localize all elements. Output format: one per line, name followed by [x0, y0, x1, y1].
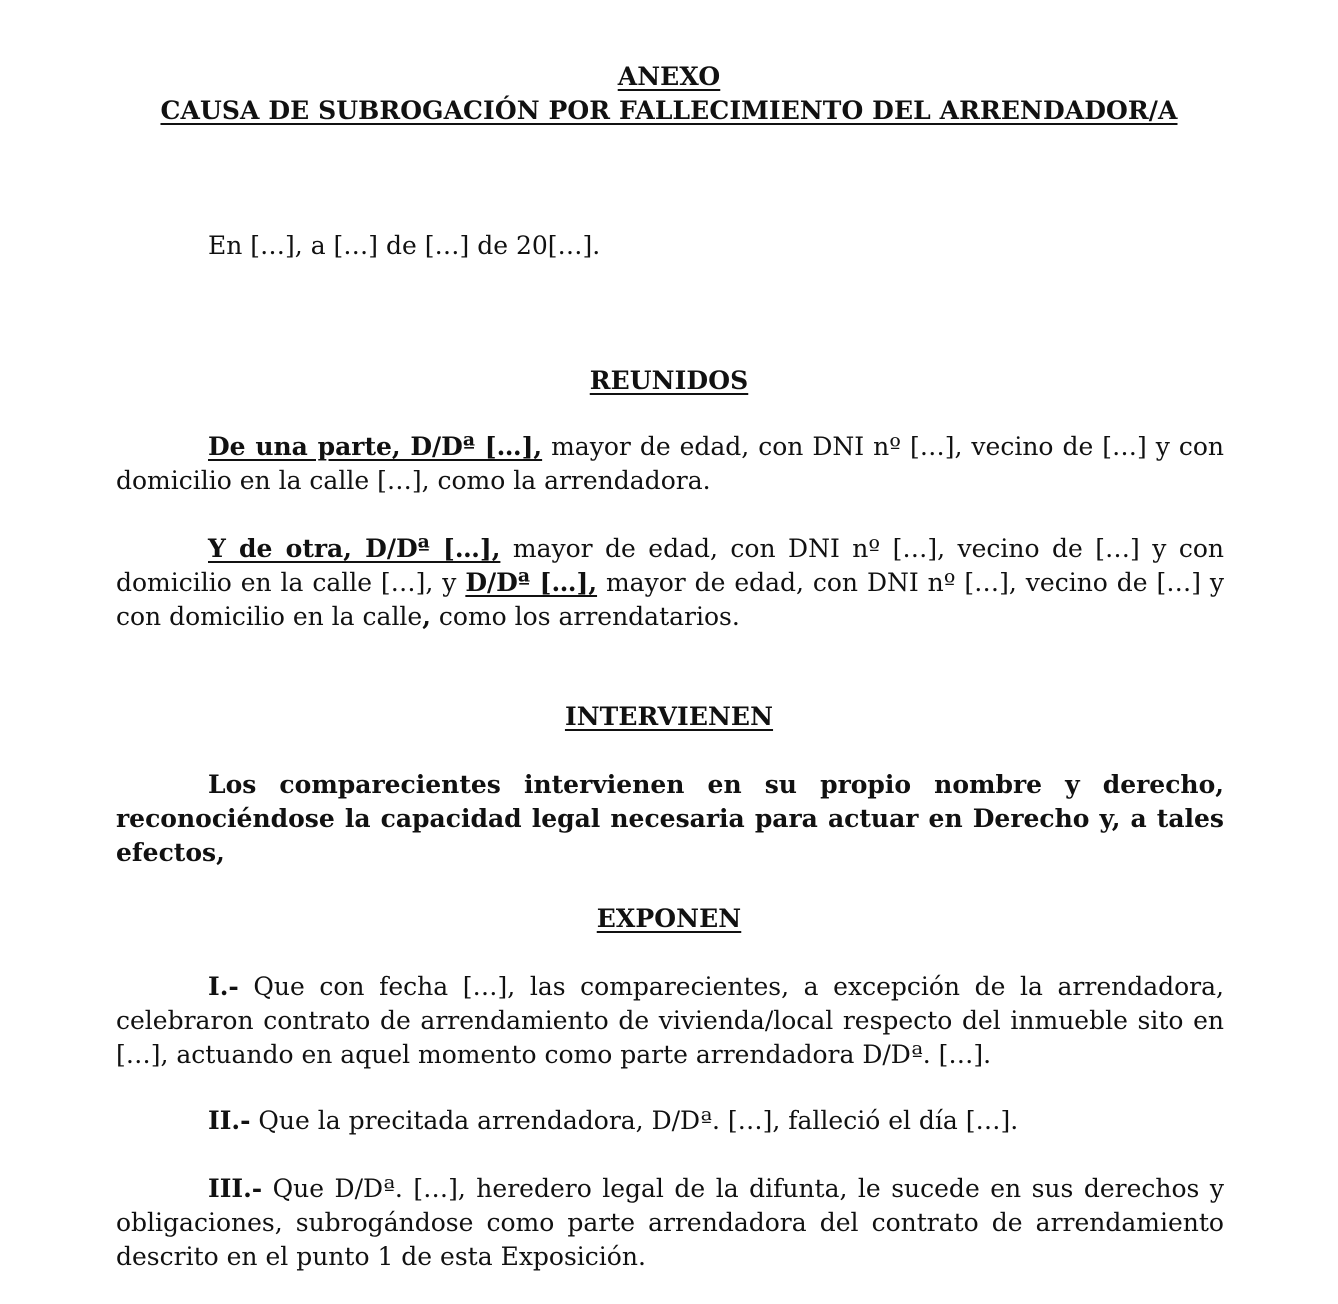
item-iii-label: III.- — [208, 1174, 263, 1203]
item-i-label: I.- — [208, 972, 239, 1001]
party-three-role: como los arrendatarios. — [430, 602, 740, 631]
item-i-text: Que con fecha […], las comparecientes, a excepción de la arrendadora, celebraron contrato de arrendamiento de vivienda/local respecto del inmueble sito en […], actuando en aquel momento como parte arrendadora D/Dª. […]. — [116, 972, 1224, 1069]
exponen-item-i — [116, 970, 1224, 1072]
party-three-details: mayor de edad, con DNI nº […], vecino de […] y con domicilio en la calle — [116, 568, 1225, 631]
item-iii-text: Que D/Dª. […], heredero legal de la difunta, le sucede en sus derechos y obligaciones, subrogándose como parte arrendadora del contrato de arrendamiento descrito en el punto 1 de esta Exposición. — [116, 1174, 1224, 1271]
exponen-heading: EXPONEN — [596, 904, 742, 933]
party-two-details: mayor de edad, con DNI nº […], vecino de […] y con domicilio en la calle […], y — [116, 534, 1224, 597]
intervienen-heading: INTERVIENEN — [564, 702, 774, 731]
item-ii-text: Que la precitada arrendadora, D/Dª. […], falleció el día […]. — [250, 1106, 1019, 1135]
reunidos-heading: REUNIDOS — [589, 366, 749, 395]
document-subtitle: CAUSA DE SUBROGACIÓN POR FALLECIMIENTO DEL ARRENDADOR/A — [160, 96, 1178, 125]
party-three-comma: , — [422, 602, 431, 631]
document-title: ANEXO — [617, 62, 721, 91]
reunidos-paragraph-2 — [116, 532, 1224, 634]
exponen-item-ii — [116, 1104, 1224, 1138]
intervienen-paragraph: Los comparecientes intervienen en su propio nombre y derecho, reconociéndose la capacidad legal necesaria para actuar en Derecho y, a tales efectos, — [116, 770, 1224, 867]
party-one-details: mayor de edad, con DNI nº […], vecino de […] y con domicilio en la calle […], como la arrendadora. — [116, 432, 1224, 495]
item-ii-label: II.- — [208, 1106, 251, 1135]
reunidos-paragraph-1 — [116, 430, 1224, 498]
party-one-label: De una parte, D/Dª […], — [208, 432, 543, 461]
exponen-item-iii — [116, 1172, 1224, 1274]
party-two-label: Y de otra, D/Dª […], — [208, 534, 501, 563]
date-line: En […], a […] de […] de 20[…]. — [208, 231, 601, 260]
party-three-label: D/Dª […], — [465, 568, 598, 597]
